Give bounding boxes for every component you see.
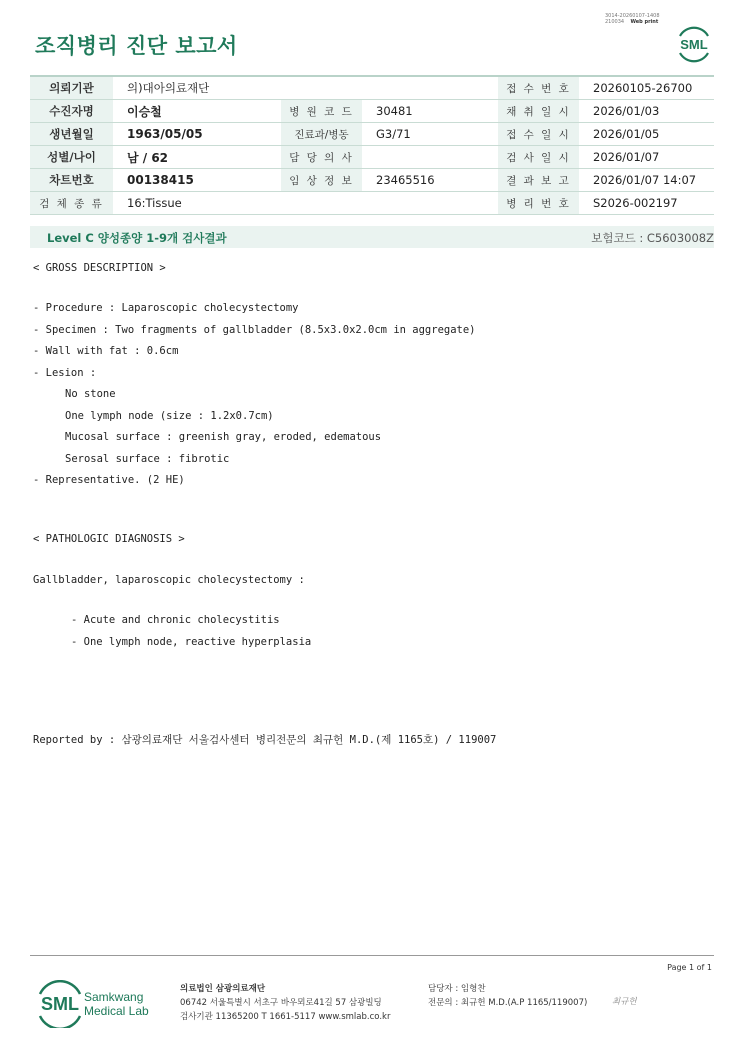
diagnosis-intro: Gallbladder, laparoscopic cholecystectomy :	[33, 574, 305, 586]
test-date-label: 검 사 일 시	[498, 146, 579, 169]
sml-logo-icon	[674, 24, 714, 64]
hospital-code-value: 30481	[362, 100, 498, 123]
table-row	[30, 192, 714, 215]
doctor-value	[362, 146, 498, 169]
receipt-no-value: 20260105-26700	[579, 76, 714, 100]
table-row	[30, 123, 714, 146]
specimen-type-value: 16:Tissue	[113, 192, 498, 215]
report-date-label: 결 과 보 고	[498, 169, 579, 192]
signature: 최규헌	[612, 997, 637, 1007]
footer-divider	[30, 955, 714, 956]
specimen-type-label: 검 체 종 류	[30, 192, 113, 215]
clinical-info-label: 임 상 정 보	[281, 169, 362, 192]
dob-value: 1963/05/05	[113, 123, 281, 146]
doctor-label: 담 당 의 사	[281, 146, 362, 169]
patient-name-value: 이승철	[113, 100, 281, 123]
gross-line: One lymph node (size : 1.2x0.7cm)	[65, 410, 274, 422]
gross-line: Serosal surface : fibrotic	[65, 453, 230, 465]
dept-value: G3/71	[362, 123, 498, 146]
collection-date-value: 2026/01/03	[579, 100, 714, 123]
doc-code-line2: 210034	[605, 19, 625, 25]
diagnosis-heading: < PATHOLOGIC DIAGNOSIS >	[33, 533, 185, 545]
gross-line: - Lesion :	[33, 367, 97, 379]
gross-line: - Representative. (2 HE)	[33, 474, 185, 486]
dept-label: 진료과/병동	[281, 123, 362, 146]
footer-contact: 검사기관 11365200 T 1661-5117 www.smlab.co.kr	[180, 1012, 391, 1022]
diagnosis-item: - One lymph node, reactive hyperplasia	[71, 636, 312, 648]
chart-no-label: 차트번호	[30, 169, 113, 192]
table-row	[30, 76, 714, 100]
web-print-label: Web print	[630, 19, 659, 25]
logo-top-text: SML	[680, 37, 708, 52]
footer-address: 06742 서울특별시 서초구 바우뫼로41길 57 삼광빌딩	[180, 998, 382, 1008]
level-text: Level C 양성종양 1-9개 검사결과	[47, 231, 227, 245]
gross-line: - Procedure : Laparoscopic cholecystectomy	[33, 302, 299, 314]
reported-by: Reported by : 삼광의료재단 서울검사센터 병리전문의 최규헌 M.D.(제 1165호) / 119007	[33, 734, 497, 746]
document-code	[605, 13, 660, 25]
hospital-code-label: 병 원 코 드	[281, 100, 362, 123]
logo-name-line1: Samkwang	[84, 990, 144, 1004]
table-row	[30, 100, 714, 123]
doc-code-line1: 3014-20260107-1408	[605, 13, 660, 19]
gross-line: No stone	[65, 388, 116, 400]
sex-age-label: 성별/나이	[30, 146, 113, 169]
footer-specialist: 전문의 : 최규헌 M.D.(A.P 1165/119007)	[428, 998, 588, 1008]
page-number: Page 1 of 1	[667, 963, 712, 972]
table-row	[30, 169, 714, 192]
footer-manager: 담당자 : 임형찬	[428, 984, 486, 994]
patient-info-table	[30, 75, 714, 215]
patient-name-label: 수진자명	[30, 100, 113, 123]
gross-line: Mucosal surface : greenish gray, eroded, edematous	[65, 431, 382, 443]
sex-age-value: 남 / 62	[113, 146, 281, 169]
requester-label: 의뢰기관	[30, 76, 113, 100]
gross-line: - Specimen : Two fragments of gallbladder (8.5x3.0x2.0cm in aggregate)	[33, 324, 476, 336]
gross-heading: < GROSS DESCRIPTION >	[33, 262, 166, 274]
requester-value: 의)대아의료재단	[113, 76, 498, 100]
insurance-code: 보험코드 : C5603008Z	[591, 231, 714, 245]
pathology-no-value: S2026-002197	[579, 192, 714, 215]
samkwang-logo-icon	[37, 980, 162, 1028]
clinical-info-value: 23465516	[362, 169, 498, 192]
pathology-no-label: 병 리 번 호	[498, 192, 579, 215]
report-date-value: 2026/01/07 14:07	[579, 169, 714, 192]
page-title: 조직병리 진단 보고서	[35, 34, 238, 58]
receipt-date-value: 2026/01/05	[579, 123, 714, 146]
logo-name-line2: Medical Lab	[84, 1004, 149, 1018]
collection-date-label: 채 취 일 시	[498, 100, 579, 123]
receipt-no-label: 접 수 번 호	[498, 76, 579, 100]
test-date-value: 2026/01/07	[579, 146, 714, 169]
footer-org-name: 의료법인 삼광의료재단	[180, 984, 266, 994]
receipt-date-label: 접 수 일 시	[498, 123, 579, 146]
table-row	[30, 146, 714, 169]
gross-line: - Wall with fat : 0.6cm	[33, 345, 179, 357]
chart-no-value: 00138415	[113, 169, 281, 192]
dob-label: 생년월일	[30, 123, 113, 146]
logo-bottom-abbr: SML	[41, 994, 79, 1014]
diagnosis-item: - Acute and chronic cholecystitis	[71, 614, 280, 626]
